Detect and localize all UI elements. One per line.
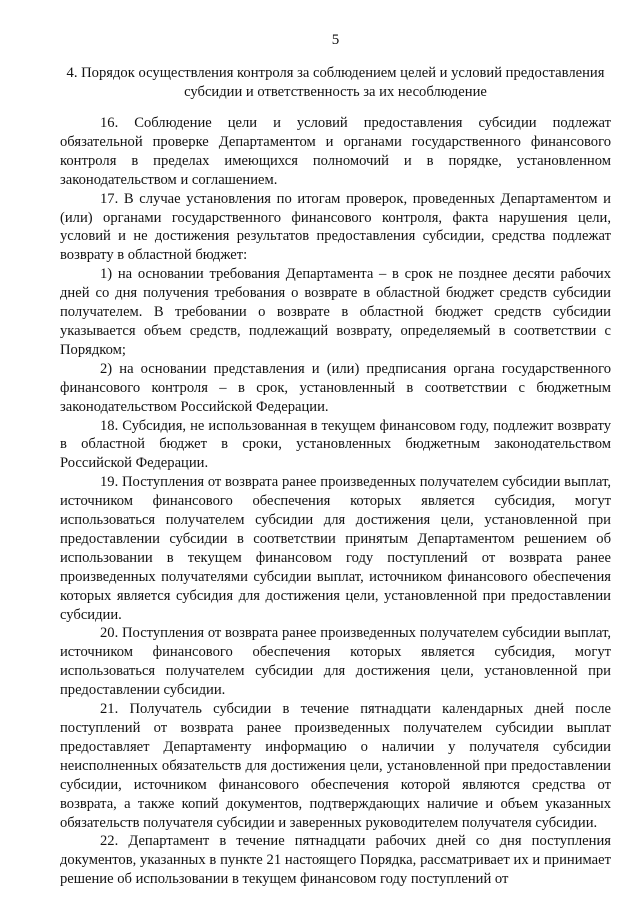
body-text [60,114,611,889]
paragraph-19: 19. Поступления от возврата ранее произведенных получателем субсидии выплат, источником финансового обеспечения которых является субсидия, могут использоваться получателем субсидии для достижения цели, установленной при предоставлении субсидии в соответствии принятым Департаментом решением об использовании в текущем финансовом году поступлений от возврата ранее произведенных получателями субсидии выплат, источником финансового обеспечения которых является субсидия для достижения цели, установленной при предоставлении субсидии. [60,474,611,623]
paragraph-17-item-1: 1) на основании требования Департамента – в срок не позднее десяти рабочих дней со дня получения требования о возврате в областной бюджет средств субсидии получателем. В требовании о возврате в областной бюджет средств субсидии указывается объем средств, подлежащий возврату, определяемый в соответствии с Порядком; [60,266,611,358]
paragraph-17: 17. В случае установления по итогам проверок, проведенных Департаментом и (или) органами государственного финансового контроля, факта нарушения цели, условий и не достижения результатов предоставления субсидии, средства подлежат возврату в областной бюджет: [60,190,611,264]
section-heading: 4. Порядок осуществления контроля за соблюдением целей и условий предоставления субсидии и ответственность за их несоблюдение [66,65,605,100]
paragraph-20: 20. Поступления от возврата ранее произведенных получателем субсидии выплат, источником финансового обеспечения которых является субсидия, могут использоваться получателем субсидии для достижения цели, установленной при предоставлении субсидии. [60,625,611,699]
page-number: 5 [331,32,340,48]
paragraph-21: 21. Получатель субсидии в течение пятнадцати календарных дней после поступлений от возврата ранее произведенных получателем субсидии выплат предоставляет Департаменту информацию о наличии у получателя субсидии неисполненных обязательств для достижения цели, установленной при предоставлении субсидии, источником финансового обеспечения которой являются средства от возврата, а также копий документов, подтверждающих наличие и объем указанных обязательств получателя субсидии и заверенных руководителем получателя субсидии. [60,701,611,831]
paragraph-17-item-2: 2) на основании представления и (или) предписания органа государственного финансового контроля – в срок, установленный в соответствии с бюджетным законодательством Российской Федерации. [60,360,611,415]
paragraph-16: 16. Соблюдение цели и условий предоставления субсидии подлежат обязательной проверке Департаментом и органами государственного финансового контроля в пределах имеющихся полномочий и в порядке, установленном законодательством и соглашением. [60,115,611,188]
paragraph-22: 22. Департамент в течение пятнадцати рабочих дней со дня поступления документов, указанных в пункте 21 настоящего Порядка, рассматривает их и принимает решение об использовании в текущем финансовом году поступлений от [60,833,611,888]
paragraph-18: 18. Субсидия, не использованная в текущем финансовом году, подлежит возврату в областной бюджет в сроки, установленных бюджетным законодательством Российской Федерации. [60,417,611,472]
